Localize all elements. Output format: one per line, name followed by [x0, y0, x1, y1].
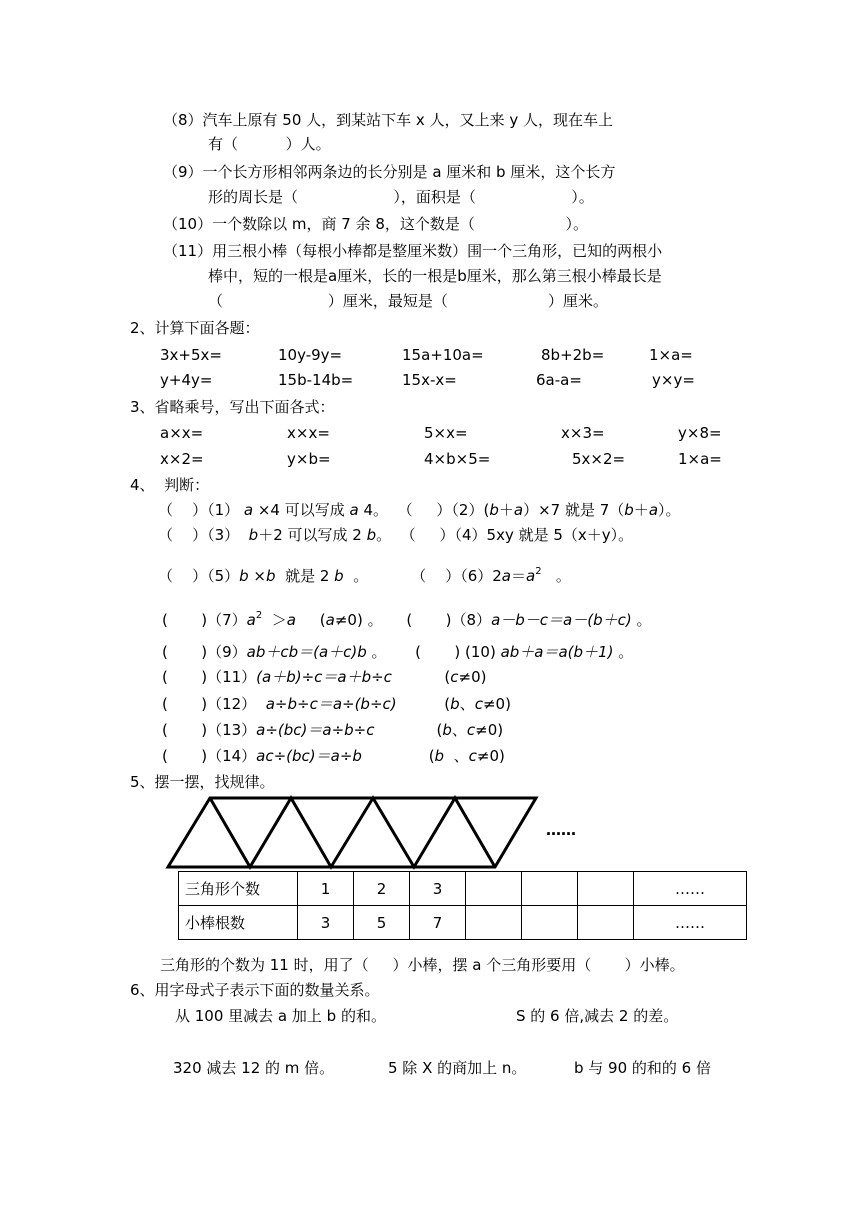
table-cell — [522, 872, 578, 906]
expr-item: y×8= — [678, 424, 722, 442]
judge-line-1: （ ）（1） a ×4 可以写成 a 4。 （ ）（2）(b＋a）×7 就是 7（b＋a）。 — [158, 501, 681, 519]
table-cell: 3 — [410, 872, 466, 906]
expression-task: S 的 6 倍,减去 2 的差。 — [516, 1007, 679, 1025]
question-11-line2: 棒中，短的一根是a厘米，长的一根是b厘米，那么第三根小棒最长是 — [208, 267, 662, 285]
question-11-line3: （ ）厘米，最短是（ ）厘米。 — [208, 292, 609, 310]
triangle-zigzag — [210, 798, 495, 867]
calc-item: y×y= — [652, 371, 695, 389]
table-cell — [466, 906, 522, 940]
section-2-title: 2、计算下面各题： — [130, 319, 260, 337]
expr-item: 5x×2= — [572, 450, 626, 468]
expr-item: x×x= — [287, 424, 330, 442]
pattern-question: 三角形的个数为 11 时，用了（ ）小棒，摆 a 个三角形要用（ ）小棒。 — [160, 956, 685, 974]
row-label-sticks: 小棒根数 — [179, 906, 298, 940]
calc-item: 8b+2b= — [541, 346, 605, 364]
table-cell: 1 — [298, 872, 354, 906]
calc-item: 3x+5x= — [160, 346, 222, 364]
question-11-line1: （11）用三根小棒（每根小棒都是整厘米数）围一个三角形，已知的两根小 — [163, 242, 663, 260]
section-5-title: 5、摆一摆，找规律。 — [130, 773, 275, 791]
section-4-title: 4、 判断： — [130, 476, 210, 494]
expression-task: 5 除 X 的商加上 n。 — [388, 1059, 527, 1077]
judge-line-4: ( )$(7)a^2 >a$ (a≠0) 。 ( )（8）a－b－c＝a－(b＋c) 。 — [162, 610, 652, 629]
expr-item: 4×b×5= — [424, 450, 491, 468]
expr-item: x×3= — [561, 424, 605, 442]
question-10: （10）一个数除以 m，商 7 余 8，这个数是（ ）。 — [163, 215, 588, 233]
table-cell: 2 — [354, 872, 410, 906]
judge-line-9: ( )（14）ac÷(bc)＝a÷b (b 、c≠0) — [162, 747, 505, 765]
section-3-title: 3、省略乘号，写出下面各式： — [130, 398, 335, 416]
table-row — [179, 872, 747, 906]
judge-line-6: ( )（11）(a＋b)÷c＝a＋b÷c (c≠0) — [162, 668, 487, 686]
expr-item: x×2= — [160, 450, 204, 468]
pattern-table — [178, 871, 747, 940]
question-8-line2: 有（ ）人。 — [208, 135, 331, 153]
judge-line-7: ( )（12） a÷b÷c＝a÷(b÷c) (b、c≠0) — [162, 695, 511, 713]
table-cell — [578, 906, 634, 940]
judge-line-8: ( )（13）a÷(bc)＝a÷b÷c (b、c≠0) — [162, 721, 504, 739]
expr-item: 5×x= — [424, 424, 468, 442]
calc-item: y+4y= — [160, 371, 213, 389]
table-cell — [578, 872, 634, 906]
expr-item: a×x= — [160, 424, 204, 442]
row-label-triangles: 三角形个数 — [179, 872, 298, 906]
calc-item: 1×a= — [649, 346, 693, 364]
table-cell — [466, 872, 522, 906]
expression-task: 320 减去 12 的 m 倍。 — [173, 1059, 335, 1077]
expr-item: y×b= — [287, 450, 331, 468]
expression-task: 从 100 里减去 a 加上 b 的和。 — [175, 1007, 386, 1025]
table-cell: 3 — [298, 906, 354, 940]
judge-line-2: （ ）（3） b＋2 可以写成 2 b。 （ ）（4）5xy 就是 5（x＋y）。 — [158, 526, 634, 544]
expr-item: 1×a= — [678, 450, 722, 468]
pattern-ellipsis: …… — [546, 821, 576, 839]
expression-task: b 与 90 的和的 6 倍 — [574, 1059, 711, 1077]
question-9-line2: 形的周长是（ ），面积是（ ）。 — [208, 188, 594, 206]
calc-item: 15a+10a= — [402, 346, 484, 364]
question-8-line1: （8）汽车上原有 50 人，到某站下车 x 人，又上来 y 人，现在车上 — [163, 111, 613, 129]
question-9-line1: （9）一个长方形相邻两条边的长分别是 a 厘米和 b 厘米，这个长方 — [163, 163, 616, 181]
judge-line-3: （ ）（5）b ×b 就是 2 b 。 （ ）$(6)2a=a^2$ 。 — [158, 566, 571, 585]
table-cell: 5 — [354, 906, 410, 940]
table-row — [179, 906, 747, 940]
calc-item: 10y-9y= — [278, 346, 343, 364]
calc-item: 6a-a= — [536, 371, 582, 389]
table-cell: …… — [634, 872, 747, 906]
judge-line-5: ( )（9）ab＋cb＝(a＋c)b 。 ( ) (10) ab＋a＝a(b＋1) 。 — [162, 643, 634, 661]
table-cell: …… — [634, 906, 747, 940]
table-cell — [522, 906, 578, 940]
calc-item: 15b-14b= — [278, 371, 354, 389]
section-6-title: 6、用字母式子表示下面的数量关系。 — [130, 981, 380, 999]
calc-item: 15x-x= — [402, 371, 457, 389]
table-cell: 7 — [410, 906, 466, 940]
